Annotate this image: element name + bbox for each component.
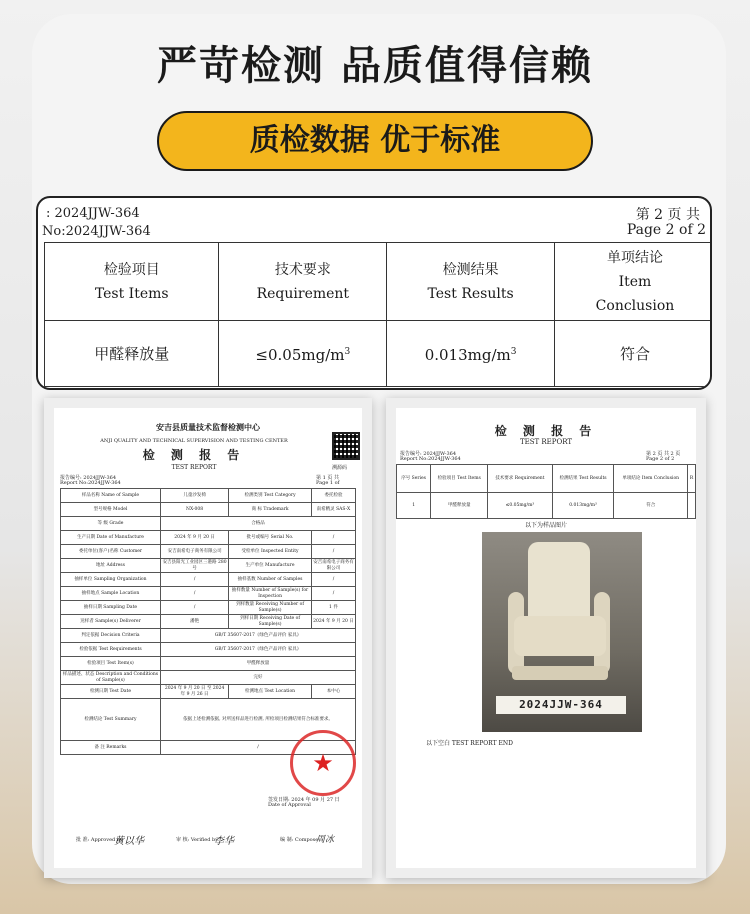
table-cell: 安吉南希电子商务有限公司 [160,545,228,559]
table-cell: 抽样数量 Number of Sample(s) for Inspection [229,587,312,601]
table-cell: 抽样单位 Sampling Organization [61,573,161,587]
table-cell: 检测类别 Test Category [229,489,312,503]
table-row [61,629,356,643]
table-cell: / [311,545,355,559]
header-test-items: 检验项目 Test Items [431,465,488,493]
compose-signature: 周冰 [316,835,335,845]
zoomed-report-excerpt [36,196,712,390]
table-cell: 儿童沙发椅 [160,489,228,503]
sample-label: 2024JJW-364 [496,696,626,714]
cell-result: $0.013mg/m^3$ [387,321,555,387]
report-title-en: TEST REPORT [171,464,217,471]
report-header [38,198,710,242]
official-seal-icon: ★ [290,730,356,796]
table-cell: 送样者 Sample(s) Deliverer [61,615,161,629]
table-cell: 合格品 [160,517,355,531]
cell-item: 甲醛释放量 [431,493,488,519]
table-cell: 抽样日期 Sampling Date [61,601,161,615]
chair-base [512,666,608,680]
issue-date: 签发日期: 2024 年 09 月 27 日 [268,797,340,803]
table-cell: GB/T 35607-2017《绿色产品评价 家具》 [160,629,355,643]
issue-date-en: Date of Approval [268,802,311,808]
table-cell: NX-008 [160,503,228,517]
cell-conclusion: 符合 [614,493,688,519]
table-cell: 样品描述、状态 Description and Conditions of Sample(s) [61,671,161,685]
table-row [61,559,356,573]
table-cell: 1 件 [311,601,355,615]
table-cell: 检测结论 Test Summary [61,699,161,741]
table-cell: 南希精灵 SAS-X [311,503,355,517]
table-cell: 委托单位(客户)名称 Customer [61,545,161,559]
verified-label: 审 核: Verified by [176,837,219,843]
table-cell: 检测日期 Test Date [61,685,161,699]
page-number-en: Page 2 of 2 [646,456,675,462]
cell-requirement: ≤0.05mg/m³ [488,493,552,519]
table-cell: / [160,601,228,615]
verified-signature: 李华 [214,836,234,847]
results-table [396,464,696,519]
table-cell: 样品名称 Name of Sample [61,489,161,503]
approved-signature: 黄以华 [114,836,144,847]
table-row [61,573,356,587]
header-requirement: 技术要求 Requirement [488,465,552,493]
header-requirement: 技术要求 Requirement [219,243,387,321]
report-title-cn: 检 测 报 告 [142,448,246,462]
page-number-en: Page 1 of [316,480,340,486]
table-cell: 委托检验 [311,489,355,503]
qr-code-icon [332,432,360,460]
header-conclusion: 单项结论 Item Conclusion [614,465,688,493]
org-name-en: ANJI QUALITY AND TECHNICAL SUPERVISION AND TESTING CENTER [100,438,288,444]
header-test-results: 检测结果 Test Results [552,465,614,493]
table-row [61,643,356,657]
table-cell: 安吉南希电子商务有限公司 [313,559,354,571]
table-cell: GB/T 35607-2017《绿色产品评价 家具》 [160,643,355,657]
table-cell: 2024 年 9 月 20 日 [160,531,228,545]
approved-label: 批 准: Approved by [76,837,123,843]
table-cell: 型号规格 Model [61,503,161,517]
table-cell: 受检单位 Inspected Entity [229,545,312,559]
table-cell: / [160,587,228,601]
compose-label: 编 制: Compose [280,837,319,843]
table-row [61,503,356,517]
header-test-results: 检测结果 Test Results [387,243,555,321]
table-cell: 检验项目 Test Item(s) [61,657,161,671]
table-cell: / [311,587,355,601]
table-cell: 商 标 Trademark [229,503,312,517]
photo-caption: 以下为样品图片 [524,522,567,529]
page-number-cn: 第 2 页 共 [635,207,700,223]
org-name-cn: 安吉县质量技术监督检测中心 [156,422,260,432]
table-cell: 抽样地点 Sample Location [61,587,161,601]
table-cell: / [311,573,355,587]
table-cell: 抽样基数 Number of Samples [229,573,312,587]
chair-seat [514,616,606,656]
table-cell: 安吉县阳光工业园区三港路 280 号 [160,559,228,573]
cell-conclusion: 符合 [554,321,712,387]
table-row [61,517,356,531]
report-number: 报告编号: 2024JJW-364 [60,475,117,481]
table-row [61,685,356,699]
table-row [61,489,356,503]
report-number: : 2024JJW-364 [46,206,140,221]
table-cell: 生产单位 Manufacture [229,559,312,573]
table-row [61,657,356,671]
table-cell: 检验依据 Test Requirements [61,643,161,657]
report-number: 报告编号: 2024JJW-364 [400,451,457,457]
header-series: 序号 Series [397,465,431,493]
table-cell: / [311,531,355,545]
table-cell: 甲醛释放量 [160,657,355,671]
report-number-en: Report No:2024JJW-364 [400,456,461,462]
table-cell: 检测地点 Test Location [229,685,312,699]
headline: 严苛检测 品质值得信赖 [157,43,593,89]
qr-caption: 溯源码 [332,465,348,471]
table-row [61,531,356,545]
table-cell: 2024 年 9 月 20 日 至 2024 年 9 月 26 日 [160,685,228,699]
table-row [61,587,356,601]
table-cell: 到样数量 Receiving Number of Sample(s) [229,601,312,615]
table-cell: 批号或编号 Serial No. [229,531,312,545]
cell-result: 0.013mg/m³ [552,493,614,519]
report-number-en: No:2024JJW-364 [42,224,151,239]
table-cell: 2024 年 9 月 20 日 [311,615,355,629]
report-page-2 [386,398,706,878]
table-cell: 潘艳 [160,615,228,629]
page-number: 第 1 页 共 [316,475,339,481]
table-cell: 等 级 Grade [61,517,161,531]
table-cell: 生产日期 Date of Manufacture [61,531,161,545]
table-cell: 地址 Address [61,559,161,573]
table-row [61,615,356,629]
report-page-1 [44,398,372,878]
cell-series: 1 [397,493,431,519]
report-title-en: TEST REPORT [519,438,573,446]
cell-item: 甲醛释放量 [45,321,219,387]
table-row [61,545,356,559]
report-number-en: Report No:2024JJW-364 [60,480,121,486]
report-title-cn: 检 测 报 告 [494,424,598,438]
table-cell: / [160,741,355,755]
table-cell: 到样日期 Receiving Date of Sample(s) [229,615,312,629]
page-number-en: Page 2 of 2 [626,222,706,238]
results-table [44,242,712,387]
subheadline-pill: 质检数据 优于标准 [157,111,593,171]
table-cell: 依据上述检测依据, 对所送样品进行检测, 所检项目检测结果符合标准要求。 [160,699,355,741]
table-cell: 本中心 [311,685,355,699]
sample-photo [482,532,642,732]
sample-info-table [60,488,356,755]
page-number: 第 2 页 共 2 页 [646,451,681,457]
table-cell: 完好 [160,671,355,685]
cell-requirement: $\le 0.05mg/m^3$ [219,321,387,387]
table-cell: 备 注 Remarks [61,741,161,755]
header-test-items: 检验项目 Test Items [45,243,219,321]
end-of-report: 以下空白 TEST REPORT END [426,740,513,747]
table-row [61,671,356,685]
header-conclusion: 单项结论 Item Conclusion [554,243,712,321]
cell-remarks [688,493,696,519]
table-cell: / [160,573,228,587]
header-remarks: R [688,465,696,493]
table-row [61,601,356,615]
table-cell: 判定依据 Decision Criteria [61,629,161,643]
